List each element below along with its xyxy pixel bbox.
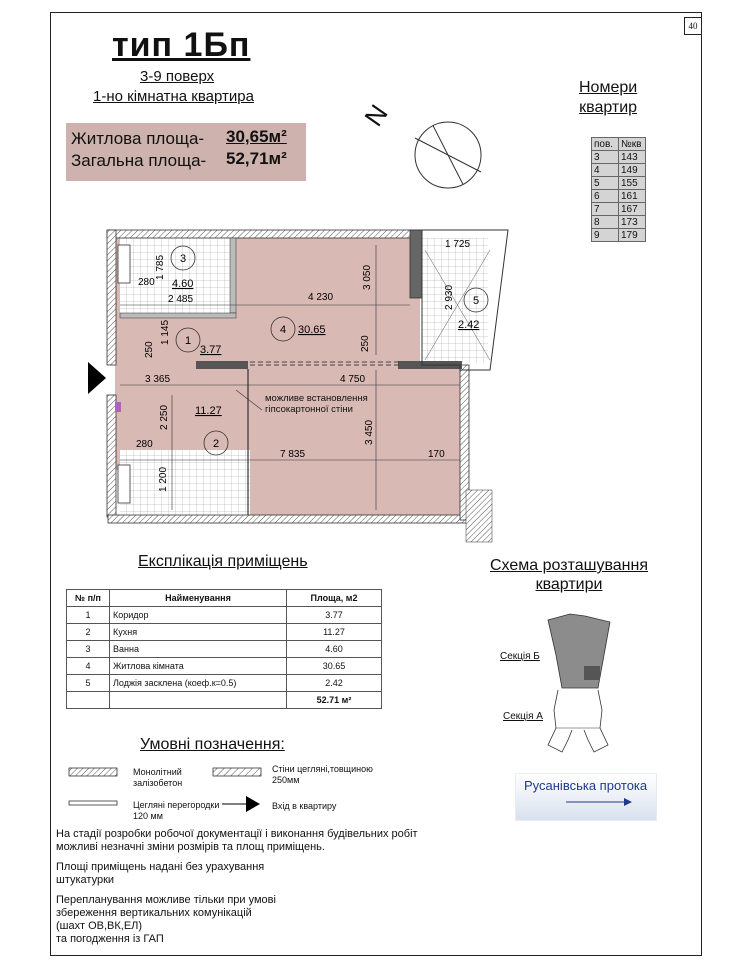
floor-cell: 9 bbox=[592, 229, 619, 242]
dimension-label: 3 450 bbox=[364, 419, 375, 445]
table-header-row bbox=[67, 590, 382, 607]
apartment-type-label: 1-но кімнатна квартира bbox=[93, 88, 254, 105]
floor-cell: 6 bbox=[592, 190, 619, 203]
dimension-label: 250 bbox=[144, 341, 155, 358]
top-wall bbox=[107, 230, 422, 238]
compass-icon bbox=[395, 110, 515, 200]
floor-plan bbox=[80, 225, 510, 545]
room-name: Коридор bbox=[110, 607, 287, 624]
floor-cell: 5 bbox=[592, 177, 619, 190]
river-label-box bbox=[515, 773, 657, 821]
floor-cell: 7 bbox=[592, 203, 619, 216]
apartment-numbers-title bbox=[579, 78, 637, 118]
explication-title: Експлікація приміщень bbox=[138, 553, 308, 570]
dimension-label: 170 bbox=[428, 449, 445, 460]
room-area: 30.65 bbox=[298, 324, 326, 336]
apartment-type-title: тип 1Бп bbox=[112, 26, 251, 64]
room-area: 2.42 bbox=[458, 319, 480, 331]
table-row bbox=[592, 216, 646, 229]
note-line: та погодження із ГАП bbox=[56, 933, 164, 945]
note-line: (шахт ОВ,ВК,ЕЛ) bbox=[56, 920, 143, 932]
area-summary-box bbox=[66, 123, 306, 181]
flow-arrow-icon bbox=[566, 796, 636, 808]
drywall-note: можливе встановлення гіпсокартонної стіни bbox=[265, 393, 368, 415]
dimension-label: 280 bbox=[138, 277, 155, 288]
brick-wall-label-line2: 250мм bbox=[272, 775, 300, 785]
table-row bbox=[67, 624, 382, 641]
dimension-label: 3 050 bbox=[362, 264, 373, 290]
apartment-location-marker bbox=[584, 666, 600, 680]
note-line: На стадії розробки робочої документації і виконання будівельних робіт bbox=[56, 828, 418, 840]
room-area-value: 30.65 bbox=[287, 658, 382, 675]
apartment-number-cell: 167 bbox=[619, 203, 646, 216]
brick-wall-label bbox=[272, 764, 373, 786]
room-area: 11.27 bbox=[195, 405, 222, 417]
north-label: N bbox=[358, 98, 394, 132]
section-b-shape bbox=[548, 614, 610, 688]
dimension-label: 2 485 bbox=[168, 294, 194, 305]
room-number: 1 bbox=[184, 335, 192, 347]
room-area-value: 4.60 bbox=[287, 641, 382, 658]
table-row bbox=[67, 658, 382, 675]
row-number: 1 bbox=[67, 607, 110, 624]
apartment-number-cell: 161 bbox=[619, 190, 646, 203]
partition-label bbox=[133, 800, 219, 822]
note-line: можливі незначні зміни розмірів та площ приміщень. bbox=[56, 841, 325, 853]
empty-cell bbox=[67, 692, 110, 709]
living-area-value: 30,65м² bbox=[226, 127, 287, 146]
apartment-numbers-table bbox=[591, 137, 646, 242]
total-area-value: 52,71м² bbox=[226, 149, 287, 168]
section-a-label: Секція А bbox=[503, 711, 543, 722]
bathroom-wall bbox=[120, 313, 236, 318]
column bbox=[410, 230, 422, 298]
monolithic-label-line1: Монолітний bbox=[133, 767, 182, 777]
brick-wall-symbol bbox=[212, 766, 262, 778]
note-line: штукатурки bbox=[56, 874, 115, 886]
kitchen-sink bbox=[118, 465, 130, 503]
column-header: Площа, м2 bbox=[287, 590, 382, 607]
partition-symbol bbox=[68, 799, 118, 807]
table-row bbox=[592, 203, 646, 216]
apartment-number-cell: 149 bbox=[619, 164, 646, 177]
scheme-title-line2: квартири bbox=[535, 576, 603, 593]
dimension-label: 250 bbox=[360, 335, 371, 352]
floor-cell: 8 bbox=[592, 216, 619, 229]
dimension-label: 1 200 bbox=[158, 466, 169, 492]
table-row bbox=[592, 138, 646, 151]
dimension-label: 1 725 bbox=[445, 239, 471, 250]
living-area-label: Житлова площа- bbox=[71, 129, 205, 148]
apartment-number-cell: 179 bbox=[619, 229, 646, 242]
apartment-number-cell: 155 bbox=[619, 177, 646, 190]
monolithic-label bbox=[133, 767, 182, 789]
dimension-label: 1 145 bbox=[160, 319, 171, 345]
room-area-value: 3.77 bbox=[287, 607, 382, 624]
left-wall-lower bbox=[107, 395, 116, 517]
empty-cell bbox=[110, 692, 287, 709]
dimension-label: 1 785 bbox=[155, 254, 166, 280]
table-row bbox=[592, 229, 646, 242]
row-number: 2 bbox=[67, 624, 110, 641]
section-b-label: Секція Б bbox=[500, 651, 540, 662]
entrance-legend-icon bbox=[222, 794, 262, 814]
apartment-numbers-title-line2: квартир bbox=[579, 99, 638, 116]
table-row bbox=[592, 151, 646, 164]
apartment-numbers-title-line1: Номери bbox=[579, 79, 638, 96]
table-row bbox=[67, 641, 382, 658]
legend-title: Умовні позначення: bbox=[140, 736, 285, 753]
room-number: 4 bbox=[279, 324, 287, 336]
bottom-wall bbox=[108, 515, 468, 523]
total-area-label: Загальна площа- bbox=[71, 151, 207, 170]
room-area-value: 11.27 bbox=[287, 624, 382, 641]
dimension-label: 3 365 bbox=[145, 374, 171, 385]
note-line: збереження вертикальних комунікацій bbox=[56, 907, 252, 919]
table-header-cell: пов. bbox=[592, 138, 619, 151]
entrance-label: Вхід в квартиру bbox=[272, 801, 337, 811]
dimension-label: 280 bbox=[136, 439, 153, 450]
monolithic-label-line2: залізобетон bbox=[133, 778, 183, 788]
column-header: № п/п bbox=[67, 590, 110, 607]
dimension-label: 2 930 bbox=[444, 284, 455, 310]
entrance-arrow-icon bbox=[88, 362, 106, 394]
table-header-cell: №кв bbox=[619, 138, 646, 151]
section-a-outline bbox=[584, 690, 608, 752]
total-area: 52.71 м² bbox=[287, 692, 382, 709]
section-a-outline bbox=[548, 690, 572, 752]
location-scheme-title bbox=[490, 556, 648, 594]
balcony-grid bbox=[466, 490, 492, 542]
room-name: Ванна bbox=[110, 641, 287, 658]
room-name: Лоджія засклена (коеф.к=0.5) bbox=[110, 675, 287, 692]
row-number: 5 bbox=[67, 675, 110, 692]
partition-label-line1: Цегляні перегородки bbox=[133, 800, 220, 810]
table-row bbox=[592, 164, 646, 177]
table-total-row bbox=[67, 692, 382, 709]
river-label: Русанівська протока bbox=[524, 778, 648, 793]
room-area: 4.60 bbox=[172, 278, 194, 290]
building-scheme bbox=[540, 610, 620, 770]
table-row bbox=[67, 607, 382, 624]
dimension-label: 2 250 bbox=[159, 404, 170, 430]
room-number: 5 bbox=[472, 295, 480, 307]
room-name: Кухня bbox=[110, 624, 287, 641]
notes bbox=[56, 828, 418, 953]
dimension-label: 4 750 bbox=[340, 374, 366, 385]
monolithic-symbol bbox=[68, 766, 118, 778]
bathtub bbox=[118, 245, 130, 283]
room-area: 3.77 bbox=[200, 344, 222, 356]
floors-label: 3-9 поверх bbox=[140, 68, 215, 85]
brick-wall-label-line1: Стіни цегляні,товщиною bbox=[272, 764, 373, 774]
row-number: 4 bbox=[67, 658, 110, 675]
table-row bbox=[67, 675, 382, 692]
note-line: Площі приміщень надані без урахування bbox=[56, 861, 265, 873]
floor-cell: 4 bbox=[592, 164, 619, 177]
row-number: 3 bbox=[67, 641, 110, 658]
room-area-value: 2.42 bbox=[287, 675, 382, 692]
dimension-label: 7 835 bbox=[280, 449, 306, 460]
note-line: Перепланування можливе тільки при умові bbox=[56, 894, 276, 906]
left-wall-upper bbox=[107, 230, 116, 365]
apartment-number-cell: 143 bbox=[619, 151, 646, 164]
room-number: 3 bbox=[179, 253, 187, 265]
partition-label-line2: 120 мм bbox=[133, 811, 163, 821]
dimension-label: 4 230 bbox=[308, 292, 334, 303]
column-header: Найменування bbox=[110, 590, 287, 607]
scheme-title-line1: Схема розташування bbox=[490, 557, 649, 574]
floor-cell: 3 bbox=[592, 151, 619, 164]
room-name: Житлова кімната bbox=[110, 658, 287, 675]
bathroom-wall bbox=[230, 238, 236, 313]
apartment-number-cell: 173 bbox=[619, 216, 646, 229]
explication-table bbox=[66, 589, 382, 709]
partition-wall bbox=[196, 361, 248, 369]
table-row bbox=[592, 190, 646, 203]
table-row bbox=[592, 177, 646, 190]
room-number: 2 bbox=[212, 438, 220, 450]
page-number: 40 bbox=[684, 17, 702, 35]
utility-shaft bbox=[115, 402, 121, 412]
